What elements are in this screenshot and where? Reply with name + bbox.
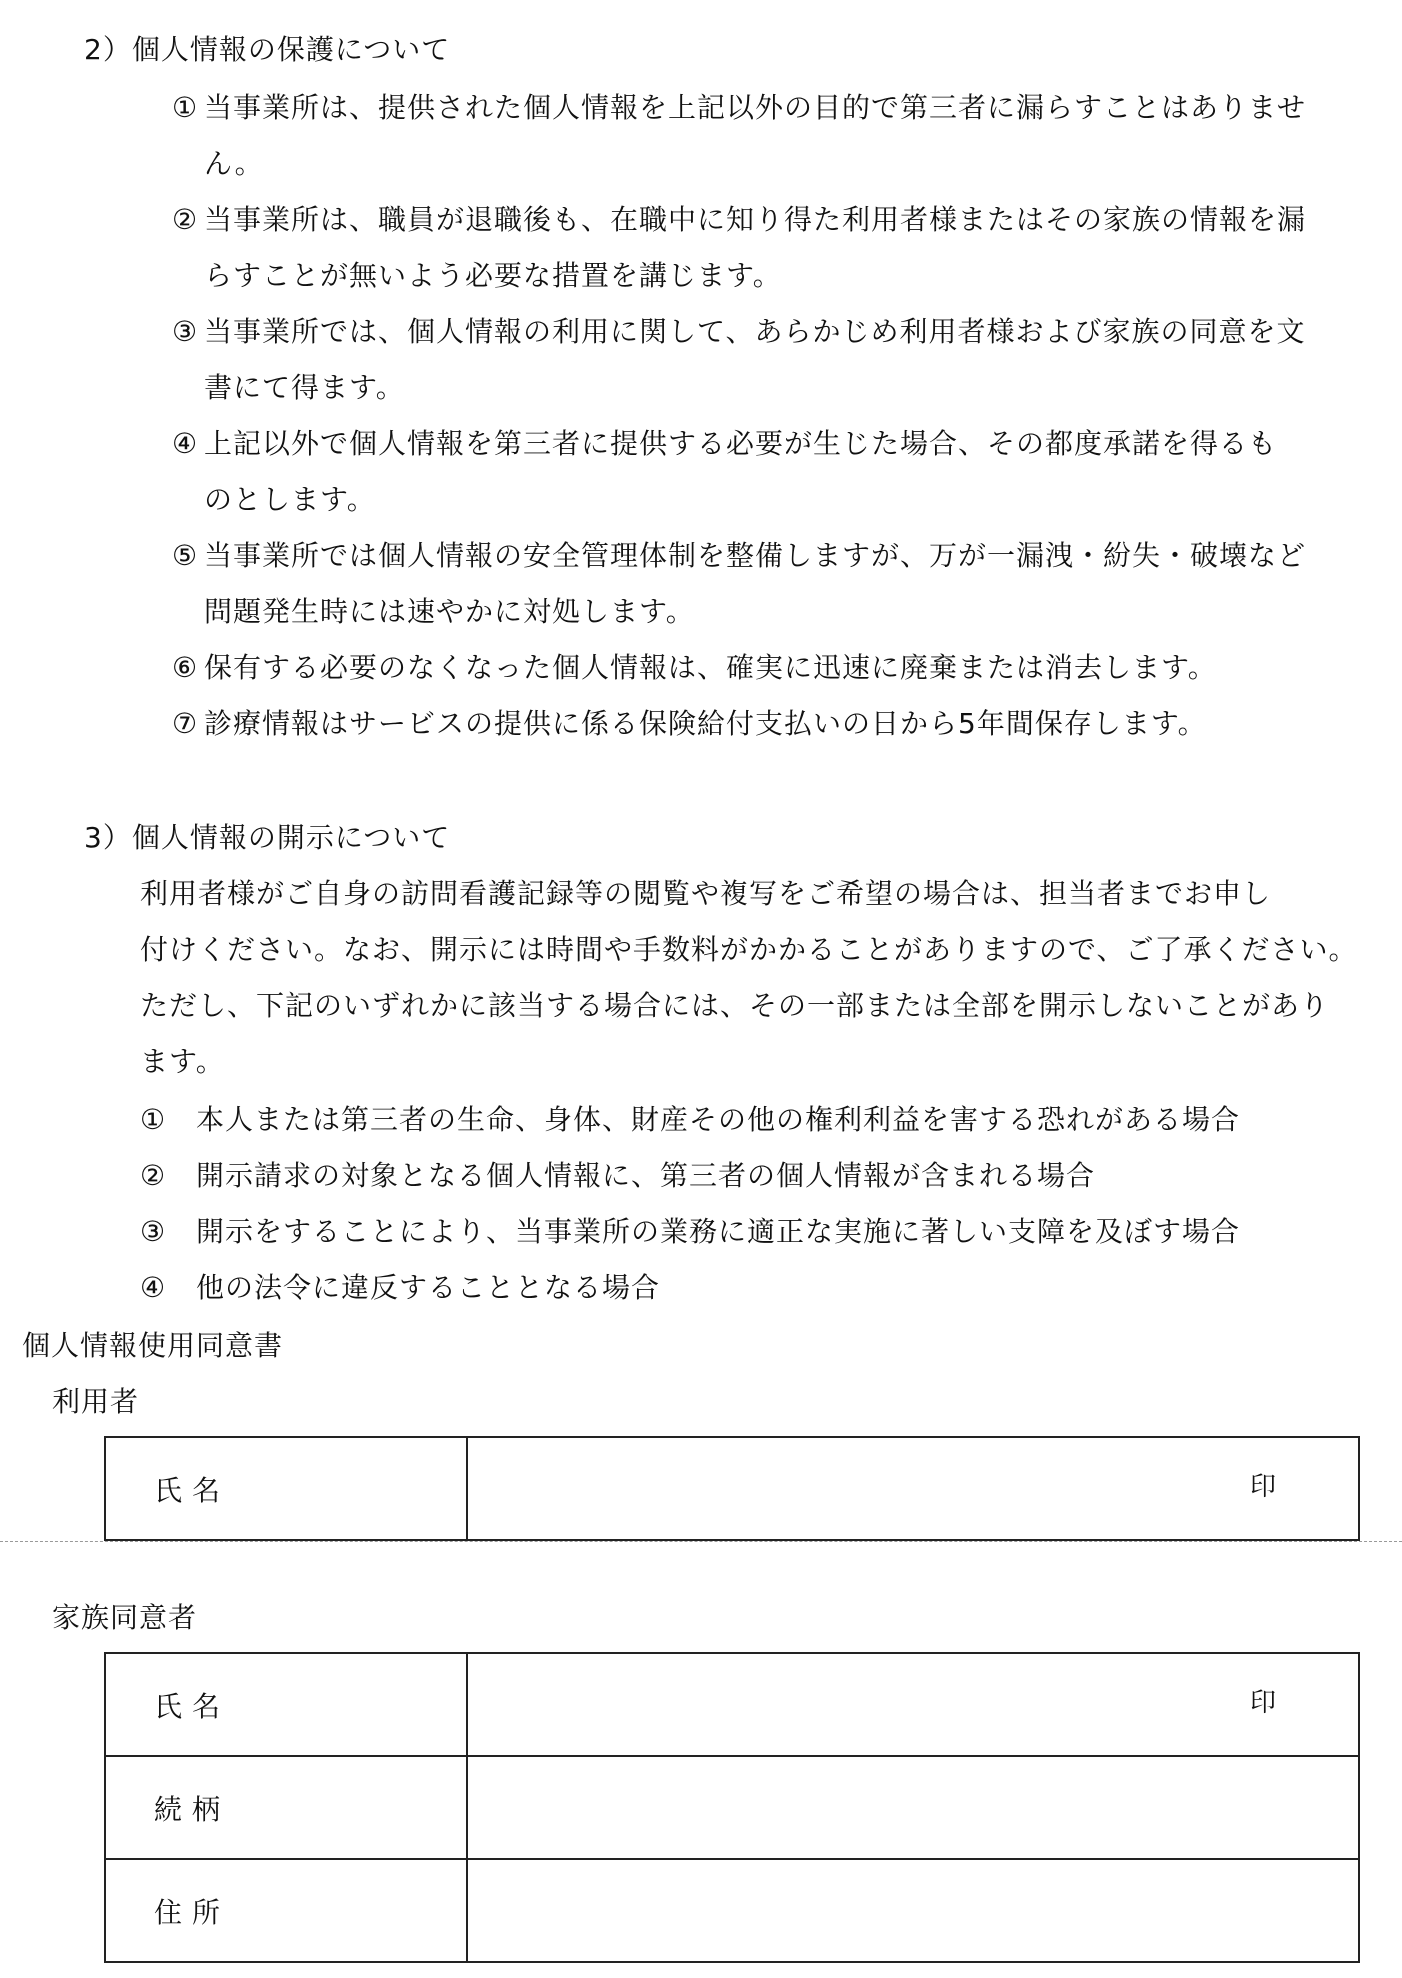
- item-line: のとします。: [204, 483, 376, 516]
- section2-heading: 2）個人情報の保護について: [84, 33, 451, 66]
- item-line: 当事業所では個人情報の安全管理体制を整備しますが、万が一漏洩・紛失・破壊など: [204, 539, 1307, 572]
- user-name-field[interactable]: [467, 1437, 1359, 1540]
- item-number: ⑥: [172, 651, 198, 684]
- address-label: 住所: [105, 1859, 467, 1962]
- item-number: ④: [140, 1271, 166, 1304]
- item-number: ②: [140, 1159, 166, 1192]
- item-number: ②: [172, 203, 198, 236]
- user-signature-table: [104, 1436, 1360, 1541]
- table-row: [105, 1437, 1359, 1540]
- section3-heading: 3）個人情報の開示について: [84, 821, 451, 854]
- table-row: [105, 1756, 1359, 1859]
- name-label: 氏名: [105, 1653, 467, 1756]
- paragraph-line: ます。: [140, 1045, 225, 1078]
- item-line: 開示をすることにより、当事業所の業務に適正な実施に著しい支障を及ぼす場合: [196, 1215, 1241, 1248]
- item-number: ①: [140, 1103, 166, 1136]
- item-line: らすことが無いよう必要な措置を講じます。: [204, 259, 782, 292]
- seal-mark: 印: [1249, 1472, 1276, 1502]
- item-line: 上記以外で個人情報を第三者に提供する必要が生じた場合、その都度承諾を得るも: [204, 427, 1278, 460]
- paragraph-line: 付けください。なお、開示には時間や手数料がかかることがありますので、ご了承ください。: [140, 933, 1358, 966]
- family-signature-table: [104, 1652, 1360, 1963]
- address-field[interactable]: [467, 1859, 1359, 1962]
- cut-line: [0, 1541, 1402, 1542]
- item-line: 書にて得ます。: [204, 371, 405, 404]
- item-number: ⑤: [172, 539, 198, 572]
- item-line: 本人または第三者の生命、身体、財産その他の権利利益を害する恐れがある場合: [196, 1103, 1241, 1136]
- user-label: 利用者: [52, 1385, 140, 1418]
- item-line: ん。: [204, 147, 264, 180]
- relationship-field[interactable]: [467, 1756, 1359, 1859]
- item-line: 他の法令に違反することとなる場合: [196, 1271, 661, 1304]
- item-line: 当事業所では、個人情報の利用に関して、あらかじめ利用者様および家族の同意を文: [204, 315, 1306, 348]
- paragraph-line: 利用者様がご自身の訪問看護記録等の閲覧や複写をご希望の場合は、担当者までお申し: [140, 877, 1272, 910]
- item-number: ③: [140, 1215, 166, 1248]
- item-line: 保有する必要のなくなった個人情報は、確実に迅速に廃棄または消去します。: [204, 651, 1217, 684]
- seal-mark: 印: [1249, 1688, 1276, 1718]
- item-line: 診療情報はサービスの提供に係る保険給付支払いの日から5年間保存します。: [204, 707, 1207, 740]
- relationship-label: 続柄: [105, 1756, 467, 1859]
- item-line: 問題発生時には速やかに対処します。: [204, 595, 695, 628]
- item-number: ④: [172, 427, 198, 460]
- family-name-field[interactable]: [467, 1653, 1359, 1756]
- paragraph-line: ただし、下記のいずれかに該当する場合には、その一部または全部を開示しないことがあり: [140, 989, 1330, 1022]
- item-line: 当事業所は、提供された個人情報を上記以外の目的で第三者に漏らすことはありませ: [204, 91, 1307, 124]
- table-row: [105, 1859, 1359, 1962]
- item-number: ③: [172, 315, 198, 348]
- item-line: 当事業所は、職員が退職後も、在職中に知り得た利用者様またはその家族の情報を漏: [204, 203, 1307, 236]
- item-line: 開示請求の対象となる個人情報に、第三者の個人情報が含まれる場合: [196, 1159, 1096, 1192]
- table-row: [105, 1653, 1359, 1756]
- family-label: 家族同意者: [52, 1601, 198, 1634]
- name-label: 氏名: [105, 1437, 467, 1540]
- consent-title: 個人情報使用同意書: [22, 1329, 284, 1362]
- item-number: ⑦: [172, 707, 198, 740]
- item-number: ①: [172, 91, 198, 124]
